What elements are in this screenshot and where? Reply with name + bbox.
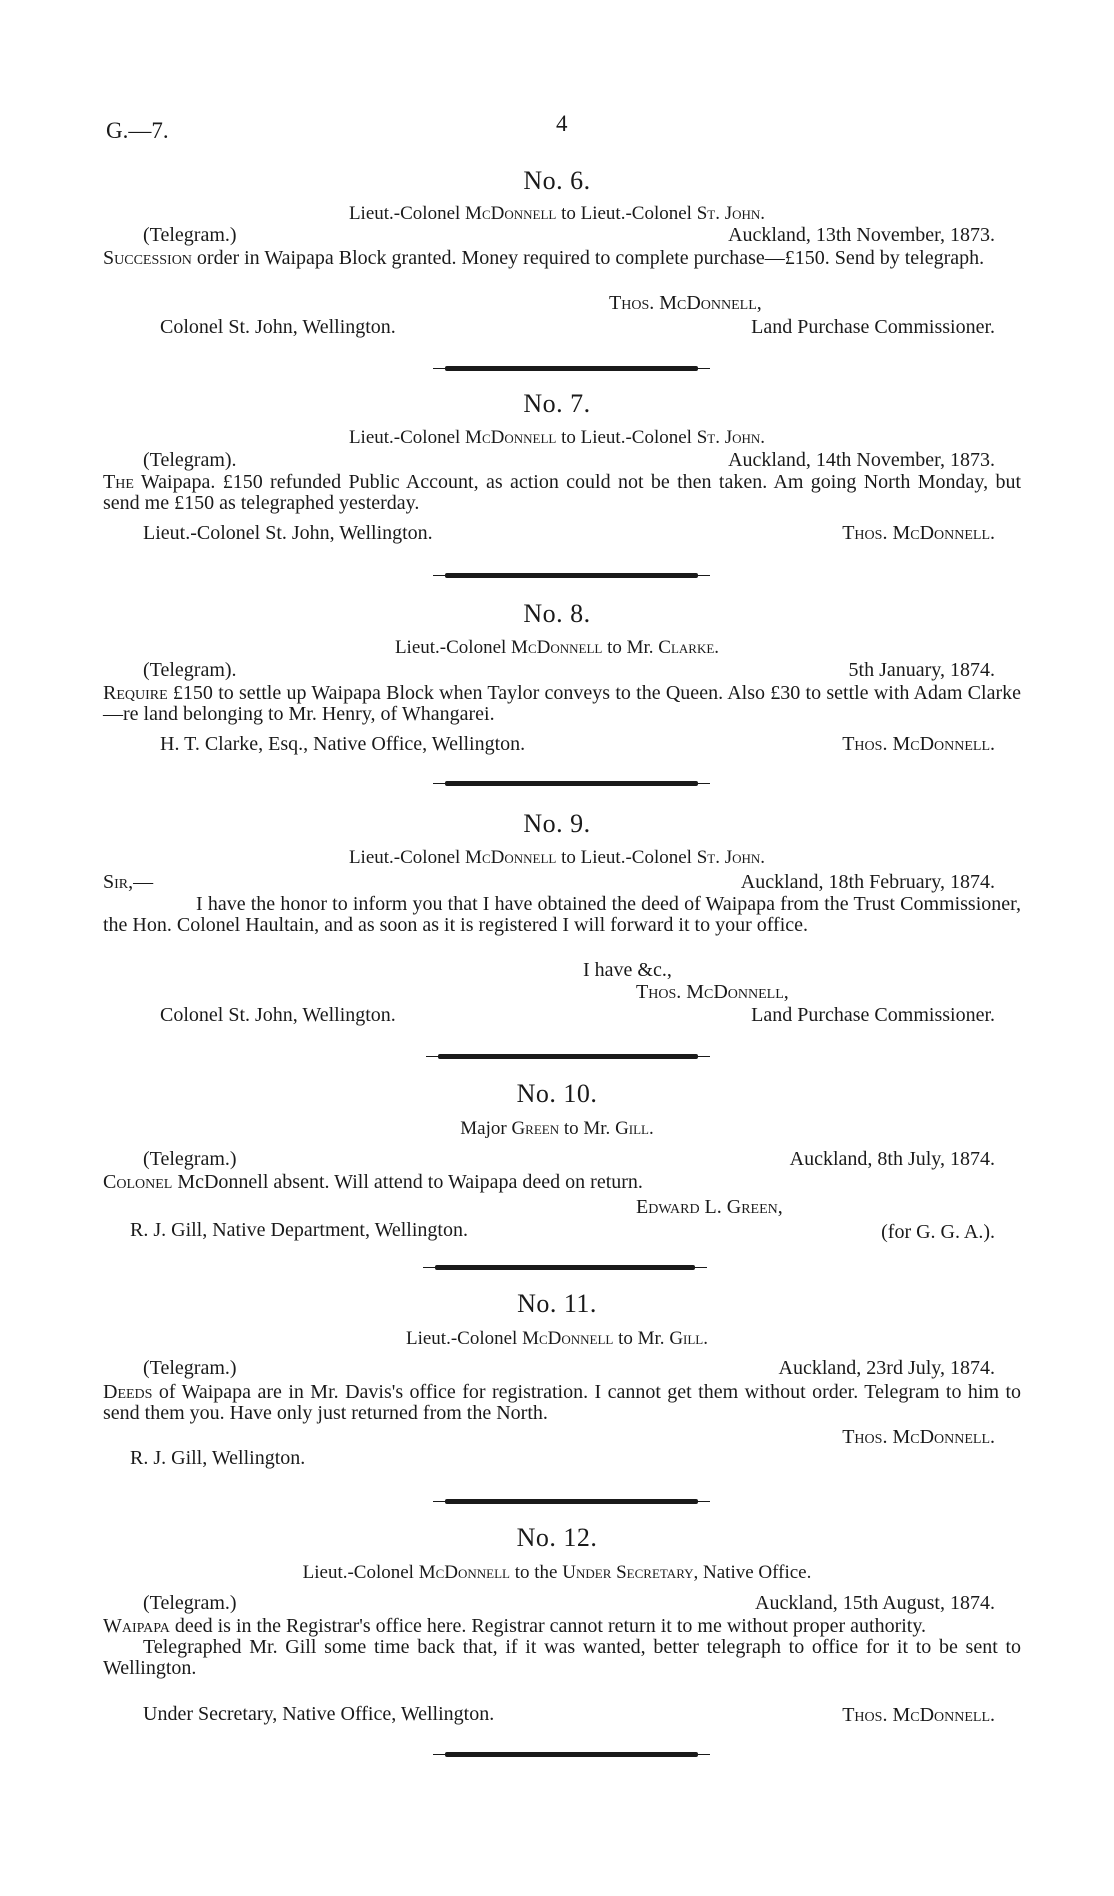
message-body: I have the honor to inform you that I have obtained the deed of Waipapa from the Trust Commissioner, the Hon. Colonel Haultain, and as soon as it is registered I will forward it to your office. [103,893,1021,936]
salutation: Sir,— [103,871,154,893]
section-divider [445,573,698,578]
message-body: Deeds of Waipapa are in Mr. Davis's office for registration. I cannot get them without order. Telegram to him to send them you. Have only just returned from the North. [103,1381,1021,1424]
section-heading: Lieut.-Colonel McDonnell to Lieut.-Colonel St. John. [348,203,766,224]
message-body: Require £150 to settle up Waipapa Block when Taylor conveys to the Queen. Also £30 to settle with Adam Clarke—re land belonging to Mr. Henry, of Whangarei. [103,682,1021,725]
section-heading: Lieut.-Colonel McDonnell to the Under Secretary, Native Office. [302,1562,812,1583]
section-heading: Lieut.-Colonel McDonnell to Mr. Clarke. [394,637,720,658]
section-divider [445,1499,698,1504]
message-type: (Telegram.) [143,1357,237,1379]
message-body: Colonel McDonnell absent. Will attend to Waipapa deed on return. [103,1171,643,1193]
addressee: Colonel St. John, Wellington. [160,1004,396,1026]
section-divider [445,366,698,371]
signature-name: Thos. McDonnell. [842,733,995,755]
section-number: No. 9. [523,809,591,838]
section-number: No. 6. [523,166,591,195]
section-divider [445,781,698,786]
addressee: Colonel St. John, Wellington. [160,316,396,338]
addressee: H. T. Clarke, Esq., Native Office, Wellington. [160,733,526,755]
message-type: (Telegram). [143,659,237,681]
addressee: Under Secretary, Native Office, Wellington. [143,1703,495,1725]
section-number: No. 12. [516,1523,598,1552]
message-body: Succession order in Waipapa Block granted. Money required to complete purchase—£150. Send by telegraph. [103,247,985,269]
signature-title: Land Purchase Commissioner. [751,1004,995,1026]
section-heading: Lieut.-Colonel McDonnell to Mr. Gill. [405,1328,708,1349]
section-number: No. 10. [516,1079,598,1108]
signature-title: (for G. G. A.). [881,1221,995,1243]
signature-name: Edward L. Green, [636,1196,783,1218]
addressee: R. J. Gill, Wellington. [130,1447,306,1469]
closing: I have &c., [583,959,672,981]
section-divider [445,1752,698,1757]
place-date: Auckland, 8th July, 1874. [789,1148,995,1170]
place-date: Auckland, 15th August, 1874. [755,1592,995,1614]
message-type: (Telegram.) [143,1148,237,1170]
signature-title: Land Purchase Commissioner. [751,316,995,338]
signature-name: Thos. McDonnell. [842,1704,995,1726]
section-heading: Lieut.-Colonel McDonnell to Lieut.-Colonel St. John. [348,847,766,868]
addressee: R. J. Gill, Native Department, Wellington. [130,1219,468,1241]
message-body: The Waipapa. £150 refunded Public Account, as action could not be then taken. Am going North Monday, but send me £150 as telegraphed yesterday. [103,471,1021,514]
page-reference: G.—7. [106,118,169,143]
signature-name: Thos. McDonnell, [609,292,762,314]
message-body: Waipapa deed is in the Registrar's office here. Registrar cannot return it to me without proper authority. Telegraphed Mr. Gill some time back that, if it was wanted, better telegraph to office for it to be sent to Wellington. [103,1615,1021,1679]
message-type: (Telegram.) [143,224,237,246]
place-date: Auckland, 23rd July, 1874. [778,1357,995,1379]
section-heading: Lieut.-Colonel McDonnell to Lieut.-Colonel St. John. [348,427,766,448]
section-divider [438,1054,698,1059]
addressee: Lieut.-Colonel St. John, Wellington. [143,522,433,544]
section-number: No. 11. [517,1289,597,1318]
message-type: (Telegram). [143,449,237,471]
signature-name: Thos. McDonnell, [636,981,789,1003]
signature-name: Thos. McDonnell. [842,1426,995,1448]
message-type: (Telegram.) [143,1592,237,1614]
page-number: 4 [556,111,568,136]
place-date: Auckland, 14th November, 1873. [728,449,995,471]
section-divider [435,1265,695,1270]
place-date: Auckland, 18th February, 1874. [740,871,995,893]
section-number: No. 8. [523,599,591,628]
signature-name: Thos. McDonnell. [842,522,995,544]
place-date: Auckland, 13th November, 1873. [728,224,995,246]
section-heading: Major Green to Mr. Gill. [460,1118,654,1139]
section-number: No. 7. [523,389,591,418]
place-date: 5th January, 1874. [848,659,995,681]
